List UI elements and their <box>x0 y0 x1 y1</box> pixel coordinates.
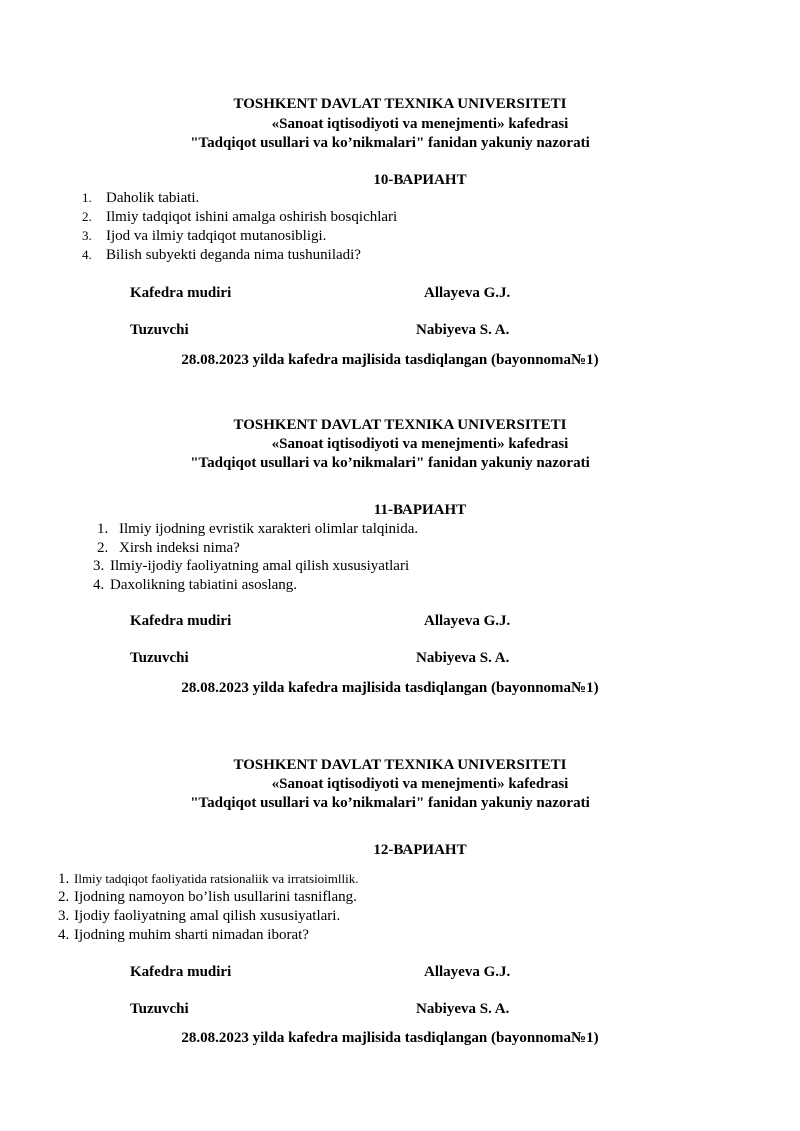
question-text: Ilmiy tadqiqot faoliyatida ratsionaliik va irratsioimllik. <box>74 871 359 886</box>
question-text: Ijodiy faoliyatning amal qilish xususiyatlari. <box>74 908 341 924</box>
head-name: Allayeva G.J. <box>424 285 511 301</box>
question-number: 4. <box>82 247 92 262</box>
question-text: Ijodning muhim sharti nimadan iborat? <box>74 927 309 943</box>
head-name: Allayeva G.J. <box>424 964 511 980</box>
subject-title: "Tadqiqot usullari va ko’nikmalari" fanidan yakuniy nazorati <box>190 455 590 471</box>
author-label: Tuzuvchi <box>130 322 189 338</box>
question-number: 2. <box>97 540 109 556</box>
question-number: 3. <box>82 228 92 243</box>
question-text: Ilmiy ijodning evristik xarakteri olimlar talqinida. <box>119 521 419 537</box>
question-item <box>58 908 340 925</box>
subject-title: "Tadqiqot usullari va ko’nikmalari" fanidan yakuniy nazorati <box>190 795 590 811</box>
question-number: 3. <box>58 908 70 924</box>
university-title: TOSHKENT DAVLAT TEXNIKA UNIVERSITETI <box>233 96 567 112</box>
question-number: 1. <box>82 190 92 205</box>
question-number: 2. <box>82 209 92 224</box>
question-item <box>82 190 199 207</box>
department-title: «Sanoat iqtisodiyoti va menejmenti» kafedrasi <box>271 116 569 132</box>
question-item <box>58 927 309 944</box>
variant-title: 10-ВАРИАНТ <box>373 172 467 188</box>
author-name: Nabiyeva S. A. <box>416 322 510 338</box>
question-text: Daxolikning tabiatini asoslang. <box>110 577 298 593</box>
author-label: Tuzuvchi <box>130 650 189 666</box>
question-text: Daholik tabiati. <box>106 190 200 206</box>
question-text: Ijod va ilmiy tadqiqot mutanosibligi. <box>106 228 327 244</box>
question-text: Ilmiy tadqiqot ishini amalga oshirish bosqichlari <box>106 209 398 225</box>
subject-title: "Tadqiqot usullari va ko’nikmalari" fanidan yakuniy nazorati <box>190 135 590 151</box>
approval-note: 28.08.2023 yilda kafedra majlisida tasdiqlangan (bayonnoma№1) <box>181 1030 599 1046</box>
question-item <box>82 228 326 245</box>
question-number: 4. <box>58 927 70 943</box>
head-label: Kafedra mudiri <box>130 285 232 301</box>
author-name: Nabiyeva S. A. <box>416 650 510 666</box>
head-label: Kafedra mudiri <box>130 964 232 980</box>
author-label: Tuzuvchi <box>130 1001 189 1017</box>
author-name: Nabiyeva S. A. <box>416 1001 510 1017</box>
question-item <box>93 577 297 594</box>
question-item <box>58 871 359 888</box>
question-text: Ijodning namoyon bo’lish usullarini tasniflang. <box>74 889 357 905</box>
question-item <box>82 247 361 264</box>
approval-note: 28.08.2023 yilda kafedra majlisida tasdiqlangan (bayonnoma№1) <box>181 680 599 696</box>
question-item <box>58 889 357 906</box>
variant-title: 12-ВАРИАНТ <box>373 842 467 858</box>
question-number: 3. <box>93 558 105 574</box>
question-number: 1. <box>97 521 109 537</box>
question-text: Xirsh indeksi nima? <box>119 540 240 556</box>
question-number: 4. <box>93 577 105 593</box>
question-number: 1. <box>58 871 70 887</box>
approval-note: 28.08.2023 yilda kafedra majlisida tasdiqlangan (bayonnoma№1) <box>181 352 599 368</box>
question-item <box>97 521 418 538</box>
question-number: 2. <box>58 889 70 905</box>
question-text: Ilmiy-ijodiy faoliyatning amal qilish xususiyatlari <box>110 558 410 574</box>
question-item <box>97 540 240 557</box>
question-item <box>93 558 409 575</box>
university-title: TOSHKENT DAVLAT TEXNIKA UNIVERSITETI <box>233 417 567 433</box>
department-title: «Sanoat iqtisodiyoti va menejmenti» kafedrasi <box>271 436 569 452</box>
head-label: Kafedra mudiri <box>130 613 232 629</box>
question-text: Bilish subyekti deganda nima tushuniladi? <box>106 247 361 263</box>
head-name: Allayeva G.J. <box>424 613 511 629</box>
question-item <box>82 209 397 226</box>
department-title: «Sanoat iqtisodiyoti va menejmenti» kafedrasi <box>271 776 569 792</box>
university-title: TOSHKENT DAVLAT TEXNIKA UNIVERSITETI <box>233 757 567 773</box>
variant-title: 11-ВАРИАНТ <box>373 502 467 518</box>
